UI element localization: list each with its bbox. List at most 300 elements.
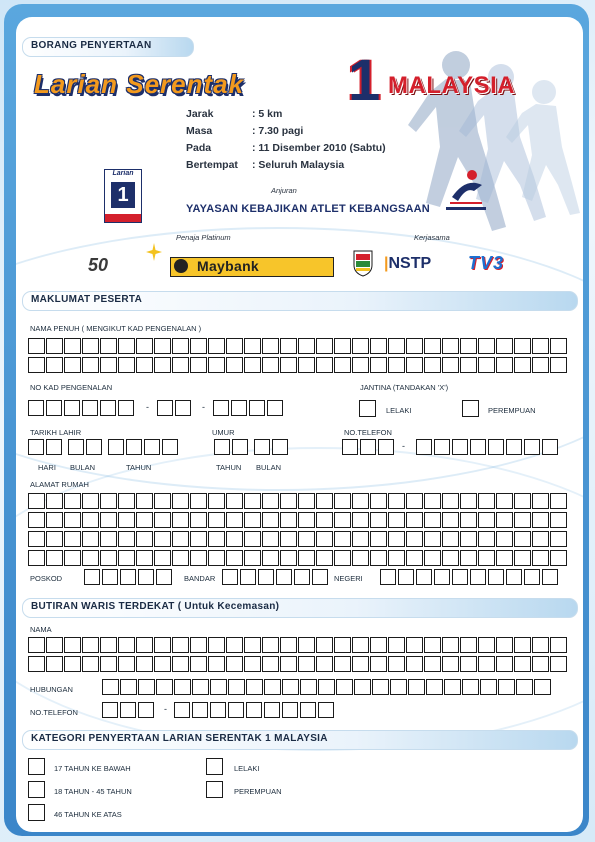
input-cell[interactable] (82, 531, 99, 547)
category-gender-checkbox-1[interactable] (206, 758, 223, 775)
input-cell[interactable] (496, 357, 513, 373)
input-cell[interactable] (516, 679, 533, 695)
input-cell[interactable] (244, 338, 261, 354)
input-cell[interactable] (398, 569, 414, 585)
input-cell[interactable] (138, 702, 154, 718)
input-cell[interactable] (210, 679, 227, 695)
input-cell[interactable] (64, 637, 81, 653)
input-cell[interactable] (64, 400, 80, 416)
input-cell[interactable] (342, 439, 358, 455)
gender-male-checkbox[interactable] (359, 400, 376, 417)
input-cell[interactable] (190, 338, 207, 354)
input-cell[interactable] (442, 357, 459, 373)
input-cell[interactable] (100, 512, 117, 528)
input-cell[interactable] (406, 338, 423, 354)
input-cell[interactable] (213, 400, 229, 416)
input-cell[interactable] (478, 550, 495, 566)
input-cell[interactable] (46, 531, 63, 547)
input-cell[interactable] (64, 357, 81, 373)
input-cell[interactable] (352, 550, 369, 566)
input-cell[interactable] (246, 679, 263, 695)
input-cell[interactable] (64, 493, 81, 509)
ic-part-1[interactable] (28, 400, 136, 416)
input-cell[interactable] (172, 656, 189, 672)
input-cell[interactable] (424, 493, 441, 509)
input-cell[interactable] (118, 531, 135, 547)
input-cell[interactable] (316, 493, 333, 509)
input-cell[interactable] (28, 512, 45, 528)
input-cell[interactable] (424, 512, 441, 528)
input-cell[interactable] (388, 656, 405, 672)
input-cell[interactable] (226, 531, 243, 547)
input-cell[interactable] (108, 439, 124, 455)
input-cell[interactable] (120, 569, 136, 585)
input-cell[interactable] (318, 679, 335, 695)
input-cell[interactable] (190, 512, 207, 528)
input-cell[interactable] (506, 569, 522, 585)
input-cell[interactable] (478, 357, 495, 373)
input-cell[interactable] (262, 531, 279, 547)
input-cell[interactable] (406, 493, 423, 509)
input-cell[interactable] (444, 679, 461, 695)
category-age-checkbox-1[interactable] (28, 758, 45, 775)
input-cell[interactable] (298, 357, 315, 373)
address-row-2[interactable] (28, 512, 568, 528)
input-cell[interactable] (480, 679, 497, 695)
input-cell[interactable] (138, 679, 155, 695)
input-cell[interactable] (488, 439, 504, 455)
input-cell[interactable] (136, 550, 153, 566)
input-cell[interactable] (280, 512, 297, 528)
input-cell[interactable] (228, 679, 245, 695)
input-cell[interactable] (416, 569, 432, 585)
gender-female-checkbox[interactable] (462, 400, 479, 417)
input-cell[interactable] (231, 400, 247, 416)
kin-phone-number[interactable] (174, 702, 336, 718)
input-cell[interactable] (190, 637, 207, 653)
input-cell[interactable] (86, 439, 102, 455)
input-cell[interactable] (208, 357, 225, 373)
input-cell[interactable] (102, 569, 118, 585)
input-cell[interactable] (249, 400, 265, 416)
input-cell[interactable] (226, 338, 243, 354)
input-cell[interactable] (126, 439, 142, 455)
input-cell[interactable] (460, 656, 477, 672)
input-cell[interactable] (316, 512, 333, 528)
input-cell[interactable] (28, 531, 45, 547)
input-cell[interactable] (174, 679, 191, 695)
input-cell[interactable] (388, 512, 405, 528)
input-cell[interactable] (136, 512, 153, 528)
input-cell[interactable] (550, 656, 567, 672)
full-name-row-2[interactable] (28, 357, 568, 373)
input-cell[interactable] (316, 637, 333, 653)
input-cell[interactable] (262, 338, 279, 354)
input-cell[interactable] (100, 531, 117, 547)
input-cell[interactable] (514, 656, 531, 672)
input-cell[interactable] (272, 439, 288, 455)
input-cell[interactable] (514, 338, 531, 354)
input-cell[interactable] (360, 439, 376, 455)
input-cell[interactable] (514, 512, 531, 528)
input-cell[interactable] (442, 637, 459, 653)
input-cell[interactable] (46, 493, 63, 509)
input-cell[interactable] (496, 493, 513, 509)
input-cell[interactable] (136, 338, 153, 354)
input-cell[interactable] (175, 400, 191, 416)
kin-name-row-1[interactable] (28, 637, 568, 653)
input-cell[interactable] (46, 550, 63, 566)
input-cell[interactable] (118, 400, 134, 416)
input-cell[interactable] (280, 357, 297, 373)
input-cell[interactable] (298, 531, 315, 547)
input-cell[interactable] (208, 550, 225, 566)
input-cell[interactable] (370, 550, 387, 566)
input-cell[interactable] (262, 493, 279, 509)
input-cell[interactable] (316, 531, 333, 547)
input-cell[interactable] (506, 439, 522, 455)
input-cell[interactable] (334, 531, 351, 547)
input-cell[interactable] (262, 550, 279, 566)
input-cell[interactable] (172, 493, 189, 509)
input-cell[interactable] (154, 357, 171, 373)
input-cell[interactable] (316, 656, 333, 672)
input-cell[interactable] (524, 569, 540, 585)
input-cell[interactable] (496, 637, 513, 653)
input-cell[interactable] (100, 338, 117, 354)
input-cell[interactable] (82, 512, 99, 528)
input-cell[interactable] (334, 512, 351, 528)
input-cell[interactable] (334, 550, 351, 566)
input-cell[interactable] (28, 637, 45, 653)
input-cell[interactable] (496, 338, 513, 354)
input-cell[interactable] (46, 357, 63, 373)
input-cell[interactable] (408, 679, 425, 695)
category-age-checkbox-2[interactable] (28, 781, 45, 798)
input-cell[interactable] (172, 637, 189, 653)
phone-prefix[interactable] (342, 439, 396, 455)
input-cell[interactable] (372, 679, 389, 695)
input-cell[interactable] (226, 493, 243, 509)
age-year[interactable] (214, 439, 250, 455)
input-cell[interactable] (442, 512, 459, 528)
input-cell[interactable] (496, 656, 513, 672)
input-cell[interactable] (550, 512, 567, 528)
dob-year[interactable] (108, 439, 180, 455)
input-cell[interactable] (244, 357, 261, 373)
input-cell[interactable] (64, 338, 81, 354)
input-cell[interactable] (28, 493, 45, 509)
input-cell[interactable] (294, 569, 310, 585)
input-cell[interactable] (82, 400, 98, 416)
phone-number[interactable] (416, 439, 560, 455)
input-cell[interactable] (118, 656, 135, 672)
input-cell[interactable] (118, 338, 135, 354)
input-cell[interactable] (352, 493, 369, 509)
input-cell[interactable] (298, 493, 315, 509)
input-cell[interactable] (434, 569, 450, 585)
input-cell[interactable] (154, 512, 171, 528)
input-cell[interactable] (82, 357, 99, 373)
input-cell[interactable] (478, 637, 495, 653)
input-cell[interactable] (157, 400, 173, 416)
input-cell[interactable] (542, 439, 558, 455)
input-cell[interactable] (282, 679, 299, 695)
input-cell[interactable] (208, 656, 225, 672)
input-cell[interactable] (46, 512, 63, 528)
input-cell[interactable] (298, 338, 315, 354)
input-cell[interactable] (532, 637, 549, 653)
input-cell[interactable] (100, 550, 117, 566)
input-cell[interactable] (258, 569, 274, 585)
input-cell[interactable] (378, 439, 394, 455)
input-cell[interactable] (388, 550, 405, 566)
input-cell[interactable] (102, 702, 118, 718)
address-row-1[interactable] (28, 493, 568, 509)
input-cell[interactable] (64, 512, 81, 528)
ic-part-3[interactable] (213, 400, 285, 416)
input-cell[interactable] (118, 512, 135, 528)
input-cell[interactable] (246, 702, 262, 718)
input-cell[interactable] (136, 656, 153, 672)
input-cell[interactable] (226, 550, 243, 566)
input-cell[interactable] (478, 338, 495, 354)
input-cell[interactable] (46, 656, 63, 672)
input-cell[interactable] (316, 357, 333, 373)
input-cell[interactable] (300, 702, 316, 718)
city-field[interactable] (222, 569, 330, 585)
input-cell[interactable] (82, 550, 99, 566)
input-cell[interactable] (28, 357, 45, 373)
input-cell[interactable] (102, 679, 119, 695)
input-cell[interactable] (478, 512, 495, 528)
input-cell[interactable] (28, 550, 45, 566)
input-cell[interactable] (334, 493, 351, 509)
input-cell[interactable] (244, 512, 261, 528)
input-cell[interactable] (174, 702, 190, 718)
input-cell[interactable] (388, 531, 405, 547)
input-cell[interactable] (214, 439, 230, 455)
input-cell[interactable] (154, 531, 171, 547)
input-cell[interactable] (118, 357, 135, 373)
input-cell[interactable] (28, 439, 44, 455)
input-cell[interactable] (280, 531, 297, 547)
input-cell[interactable] (118, 493, 135, 509)
input-cell[interactable] (434, 439, 450, 455)
input-cell[interactable] (488, 569, 504, 585)
input-cell[interactable] (406, 512, 423, 528)
input-cell[interactable] (120, 702, 136, 718)
input-cell[interactable] (172, 338, 189, 354)
input-cell[interactable] (532, 656, 549, 672)
input-cell[interactable] (370, 531, 387, 547)
input-cell[interactable] (460, 493, 477, 509)
input-cell[interactable] (138, 569, 154, 585)
input-cell[interactable] (406, 550, 423, 566)
input-cell[interactable] (352, 338, 369, 354)
input-cell[interactable] (192, 702, 208, 718)
address-row-4[interactable] (28, 550, 568, 566)
input-cell[interactable] (316, 338, 333, 354)
input-cell[interactable] (514, 357, 531, 373)
input-cell[interactable] (46, 637, 63, 653)
input-cell[interactable] (416, 439, 432, 455)
input-cell[interactable] (136, 357, 153, 373)
input-cell[interactable] (280, 550, 297, 566)
input-cell[interactable] (154, 338, 171, 354)
category-gender-checkbox-2[interactable] (206, 781, 223, 798)
input-cell[interactable] (524, 439, 540, 455)
input-cell[interactable] (390, 679, 407, 695)
input-cell[interactable] (550, 531, 567, 547)
input-cell[interactable] (478, 656, 495, 672)
input-cell[interactable] (190, 493, 207, 509)
input-cell[interactable] (210, 702, 226, 718)
input-cell[interactable] (222, 569, 238, 585)
input-cell[interactable] (370, 493, 387, 509)
input-cell[interactable] (298, 550, 315, 566)
input-cell[interactable] (352, 512, 369, 528)
input-cell[interactable] (460, 637, 477, 653)
input-cell[interactable] (190, 531, 207, 547)
input-cell[interactable] (534, 679, 551, 695)
input-cell[interactable] (478, 493, 495, 509)
input-cell[interactable] (406, 531, 423, 547)
kin-phone-prefix[interactable] (102, 702, 156, 718)
input-cell[interactable] (262, 656, 279, 672)
input-cell[interactable] (370, 637, 387, 653)
input-cell[interactable] (424, 357, 441, 373)
input-cell[interactable] (244, 493, 261, 509)
input-cell[interactable] (162, 439, 178, 455)
input-cell[interactable] (68, 439, 84, 455)
input-cell[interactable] (208, 493, 225, 509)
input-cell[interactable] (406, 637, 423, 653)
input-cell[interactable] (28, 656, 45, 672)
input-cell[interactable] (154, 493, 171, 509)
input-cell[interactable] (532, 493, 549, 509)
input-cell[interactable] (244, 550, 261, 566)
input-cell[interactable] (442, 656, 459, 672)
input-cell[interactable] (424, 550, 441, 566)
input-cell[interactable] (426, 679, 443, 695)
input-cell[interactable] (550, 550, 567, 566)
input-cell[interactable] (46, 338, 63, 354)
input-cell[interactable] (514, 637, 531, 653)
input-cell[interactable] (136, 531, 153, 547)
input-cell[interactable] (550, 493, 567, 509)
input-cell[interactable] (226, 512, 243, 528)
input-cell[interactable] (82, 656, 99, 672)
input-cell[interactable] (64, 531, 81, 547)
input-cell[interactable] (514, 531, 531, 547)
input-cell[interactable] (424, 531, 441, 547)
kin-name-row-2[interactable] (28, 656, 568, 672)
input-cell[interactable] (514, 550, 531, 566)
input-cell[interactable] (462, 679, 479, 695)
input-cell[interactable] (532, 357, 549, 373)
input-cell[interactable] (280, 637, 297, 653)
input-cell[interactable] (208, 531, 225, 547)
input-cell[interactable] (380, 569, 396, 585)
input-cell[interactable] (228, 702, 244, 718)
input-cell[interactable] (550, 338, 567, 354)
input-cell[interactable] (298, 637, 315, 653)
input-cell[interactable] (136, 493, 153, 509)
input-cell[interactable] (244, 531, 261, 547)
input-cell[interactable] (316, 550, 333, 566)
input-cell[interactable] (118, 637, 135, 653)
input-cell[interactable] (100, 493, 117, 509)
input-cell[interactable] (244, 637, 261, 653)
state-field[interactable] (380, 569, 560, 585)
input-cell[interactable] (154, 656, 171, 672)
input-cell[interactable] (154, 637, 171, 653)
input-cell[interactable] (156, 569, 172, 585)
input-cell[interactable] (192, 679, 209, 695)
input-cell[interactable] (406, 656, 423, 672)
input-cell[interactable] (496, 550, 513, 566)
kin-relation-field[interactable] (102, 679, 552, 695)
input-cell[interactable] (190, 357, 207, 373)
input-cell[interactable] (498, 679, 515, 695)
dob-month[interactable] (68, 439, 104, 455)
input-cell[interactable] (352, 357, 369, 373)
input-cell[interactable] (100, 656, 117, 672)
input-cell[interactable] (532, 531, 549, 547)
input-cell[interactable] (46, 400, 62, 416)
input-cell[interactable] (442, 493, 459, 509)
input-cell[interactable] (496, 512, 513, 528)
input-cell[interactable] (334, 338, 351, 354)
input-cell[interactable] (118, 550, 135, 566)
input-cell[interactable] (64, 550, 81, 566)
full-name-row-1[interactable] (28, 338, 568, 354)
input-cell[interactable] (460, 512, 477, 528)
input-cell[interactable] (84, 569, 100, 585)
input-cell[interactable] (172, 357, 189, 373)
input-cell[interactable] (208, 512, 225, 528)
input-cell[interactable] (370, 357, 387, 373)
input-cell[interactable] (496, 531, 513, 547)
input-cell[interactable] (532, 550, 549, 566)
input-cell[interactable] (172, 550, 189, 566)
input-cell[interactable] (334, 656, 351, 672)
input-cell[interactable] (156, 679, 173, 695)
input-cell[interactable] (550, 637, 567, 653)
input-cell[interactable] (442, 338, 459, 354)
input-cell[interactable] (352, 637, 369, 653)
input-cell[interactable] (100, 357, 117, 373)
input-cell[interactable] (334, 637, 351, 653)
input-cell[interactable] (208, 338, 225, 354)
input-cell[interactable] (172, 531, 189, 547)
input-cell[interactable] (532, 512, 549, 528)
input-cell[interactable] (460, 338, 477, 354)
input-cell[interactable] (82, 637, 99, 653)
input-cell[interactable] (144, 439, 160, 455)
input-cell[interactable] (370, 656, 387, 672)
input-cell[interactable] (190, 550, 207, 566)
input-cell[interactable] (460, 531, 477, 547)
input-cell[interactable] (452, 439, 468, 455)
ic-part-2[interactable] (157, 400, 193, 416)
input-cell[interactable] (172, 512, 189, 528)
postcode-field[interactable] (84, 569, 174, 585)
input-cell[interactable] (312, 569, 328, 585)
input-cell[interactable] (64, 656, 81, 672)
input-cell[interactable] (388, 637, 405, 653)
